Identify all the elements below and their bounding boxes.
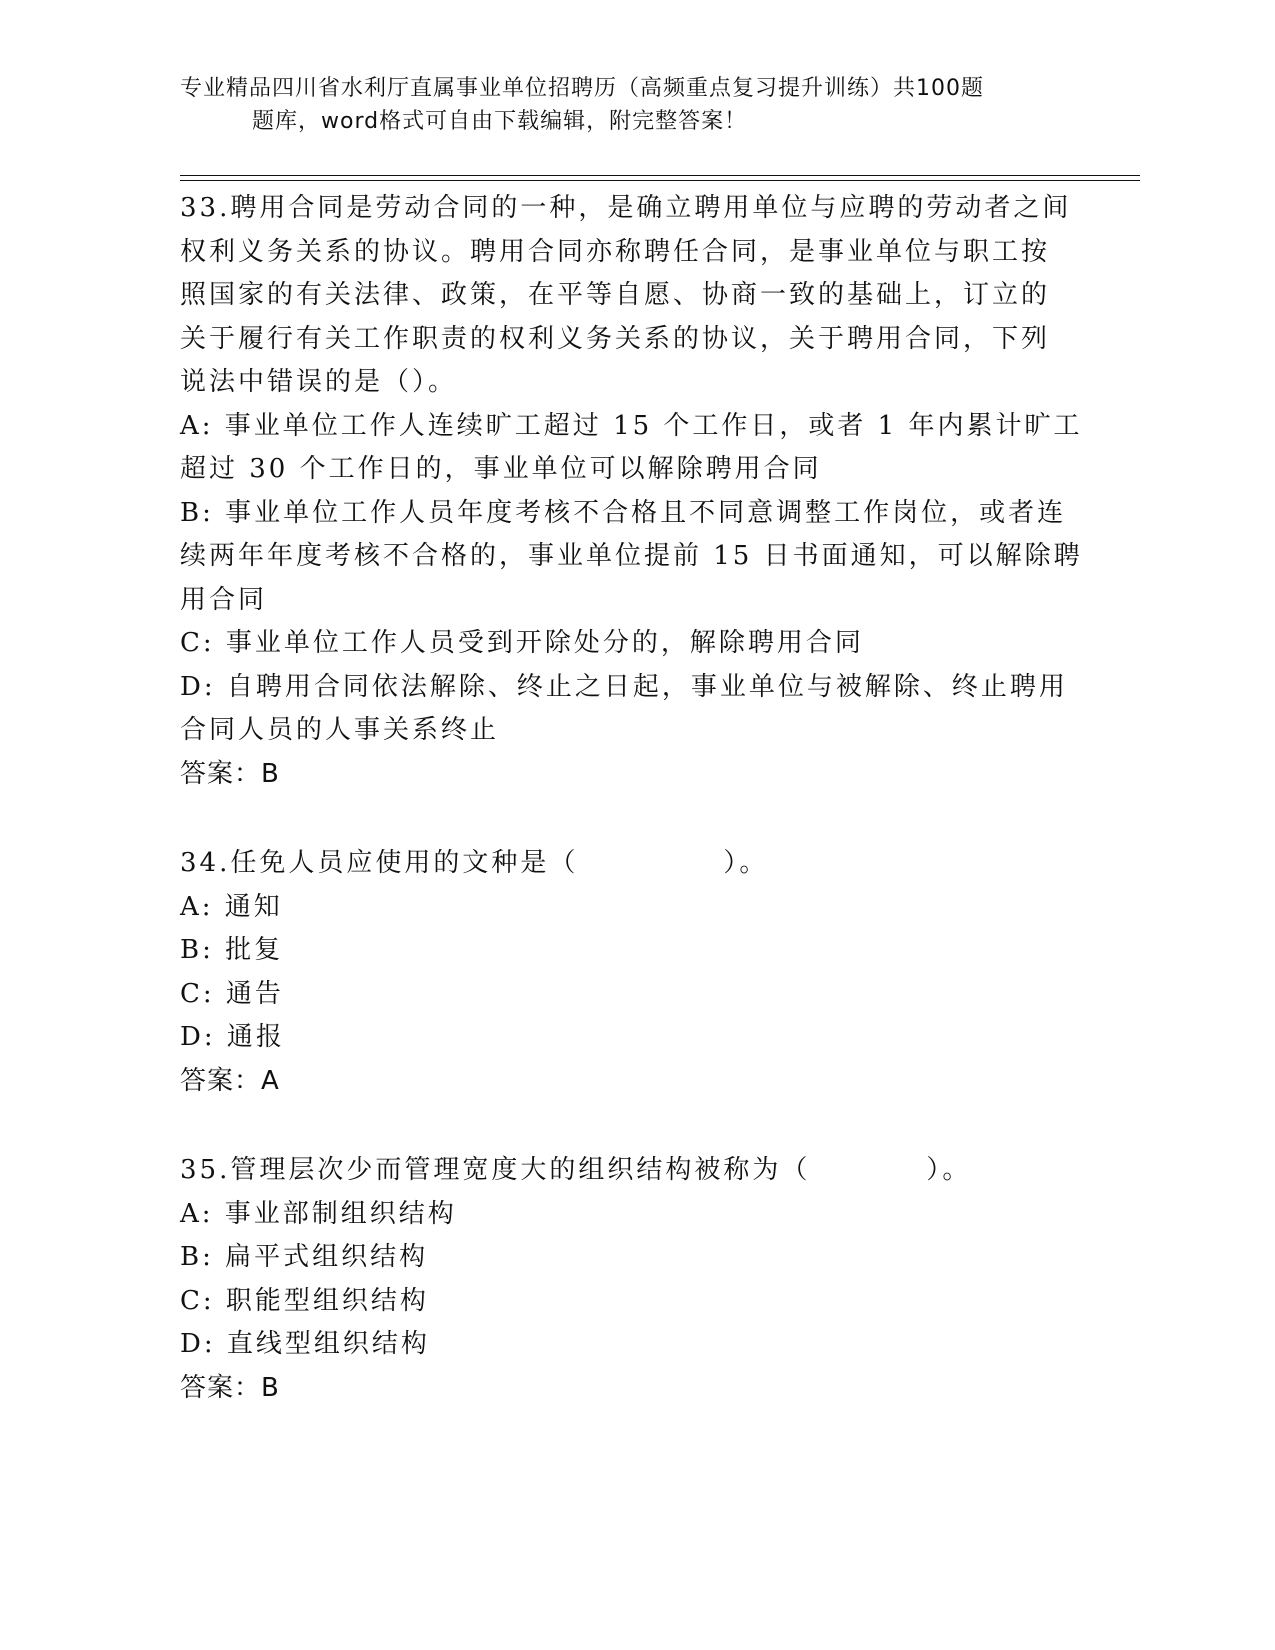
stem-line: 权利义务关系的协议。聘用合同亦称聘任合同，是事业单位与职工按 [180,236,1051,267]
option-line: C: 通告 [180,978,284,1009]
option-a [180,1193,1080,1237]
option-line: B: 事业单位工作人员年度考核不合格且不同意调整工作岗位，或者连 [180,497,1067,528]
option-line: C: 事业单位工作人员受到开除处分的，解除聘用合同 [180,628,864,658]
option-b [180,1236,1080,1280]
option-d [180,1323,1080,1367]
header-title-line-1: 专业精品四川省水利厅直属事业单位招聘历（高频重点复习提升训练）共100题 [180,76,984,101]
option-line: 合同人员的人事关系终止 [180,715,500,745]
option-line: C: 职能型组织结构 [180,1285,429,1316]
stem-line: 说法中错误的是（）。 [180,367,458,397]
question-stem [180,1149,1080,1193]
option-line: B: 批复 [180,935,284,965]
question-stem [180,187,1080,405]
option-line: A: 事业单位工作人连续旷工超过 15 个工作日，或者 1 年内累计旷工 [180,410,1083,441]
stem-line: 35.管理层次少而管理宽度大的组织结构被称为（ ）。 [180,1155,972,1185]
option-line: A: 通知 [180,891,283,922]
option-d [180,666,1080,753]
option-line: A: 事业部制组织结构 [180,1198,457,1229]
option-line: 用合同 [180,584,268,615]
question-stem [180,842,1080,886]
header-divider-top [180,175,1140,176]
option-line: B: 扁平式组织结构 [180,1242,429,1272]
question-list [180,187,1083,1456]
option-line: 续两年年度考核不合格的，事业单位提前 15 日书面通知，可以解除聘 [180,541,1083,571]
stem-line: 34.任免人员应使用的文种是（ ）。 [180,848,769,878]
answer-line: 答案：B [180,758,280,789]
option-a [180,405,1083,492]
option-line: D: 直线型组织结构 [180,1329,430,1359]
option-c [180,973,1080,1017]
option-b [180,929,1080,973]
question-34 [180,842,1080,1103]
option-line: 超过 30 个工作日的，事业单位可以解除聘用合同 [180,454,822,484]
stem-line: 关于履行有关工作职责的权利义务关系的协议，关于聘用合同，下列 [180,323,1051,354]
option-d [180,1016,1080,1060]
document-header [180,72,1060,138]
header-divider-bottom [180,180,1140,181]
answer-line: 答案：B [180,1372,280,1403]
stem-line: 33.聘用合同是劳动合同的一种，是确立聘用单位与应聘的劳动者之间 [180,193,1072,223]
header-title-line-2: 题库，word格式可自由下载编辑，附完整答案！ [252,109,748,134]
stem-line: 照国家的有关法律、政策，在平等自愿、协商一致的基础上，订立的 [180,280,1051,310]
option-line: D: 自聘用合同依法解除、终止之日起，事业单位与被解除、终止聘用 [180,671,1068,702]
option-c [180,1280,1080,1324]
answer-line: 答案：A [180,1065,280,1096]
option-line: D: 通报 [180,1022,285,1052]
option-a [180,886,1080,930]
question-35 [180,1149,1080,1410]
option-b [180,492,1083,623]
option-c [180,622,1080,666]
question-33 [180,187,1083,796]
